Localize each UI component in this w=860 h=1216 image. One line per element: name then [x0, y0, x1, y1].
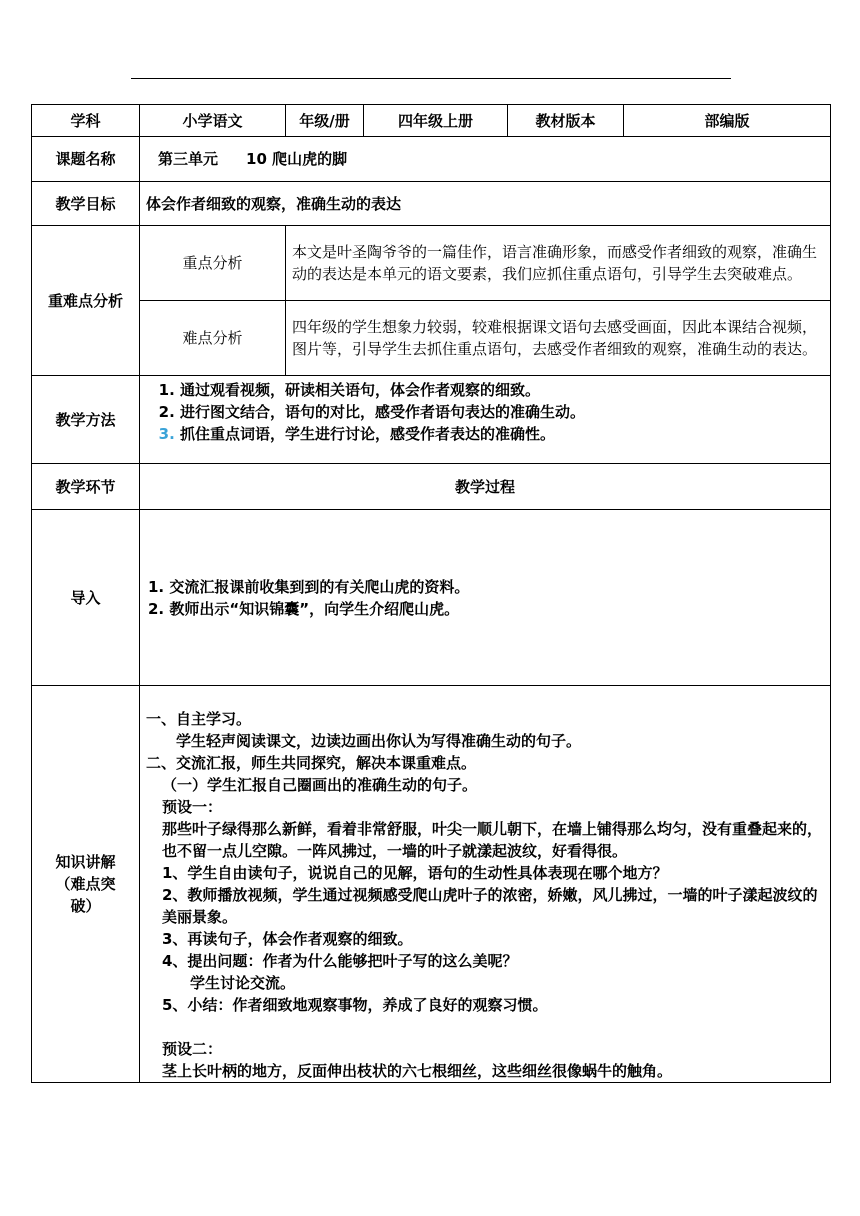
section-heading: 一、自主学习。: [146, 710, 252, 728]
process-header-row: [32, 464, 831, 510]
quoted-sentence: 茎上长叶柄的地方，反面伸出枝状的六七根细丝，这些细丝很像蜗牛的触角。: [162, 1062, 673, 1080]
intro-item: 1. 交流汇报课前收集到到的有关爬山虎的资料。: [148, 577, 470, 596]
grade-value: 四年级上册: [364, 105, 508, 137]
knowledge-step: 5、小结：作者细致地观察事物，养成了良好的观察习惯。: [162, 996, 548, 1014]
difficult-analysis-row: [32, 301, 831, 376]
header-rule: [131, 78, 731, 79]
preset-heading: 预设一：: [162, 798, 223, 816]
method-item: 3. 抓住重点词语，学生进行讨论，感受作者表达的准确性。: [180, 423, 830, 445]
lesson-plan-table: [31, 104, 831, 1083]
methods-list: [140, 379, 830, 445]
knowledge-step: 1、学生自由读句子，说说自己的见解，语句的生动性具体表现在哪个地方？: [162, 864, 668, 882]
subject-value: 小学语文: [140, 105, 286, 137]
intro-row: [32, 510, 831, 686]
preset-heading: 预设二：: [162, 1040, 223, 1058]
edition-value: 部编版: [624, 105, 831, 137]
lesson-value: [140, 137, 831, 182]
lesson-title: 10 爬山虎的脚: [246, 150, 348, 168]
knowledge-content: [140, 686, 831, 1083]
key-analysis-label: 重点分析: [140, 226, 286, 301]
knowledge-step: 3、再读句子，体会作者观察的细致。: [162, 930, 413, 948]
intro-content: [140, 510, 831, 686]
difficult-analysis-label: 难点分析: [140, 301, 286, 376]
difficult-analysis-text: 四年级的学生想象力较弱，较难根据课文语句去感受画面，因此本课结合视频，图片等，引导学生去抓住重点语句，去感受作者细致的观察，准确生动的表达。: [286, 301, 831, 376]
analysis-label: 重难点分析: [32, 226, 140, 376]
subsection-heading: （一）学生汇报自己圈画出的准确生动的句子。: [162, 776, 478, 794]
lesson-label: 课题名称: [32, 137, 140, 182]
knowledge-line: 学生讨论交流。: [190, 974, 296, 992]
key-analysis-row: [32, 226, 831, 301]
subject-label: 学科: [32, 105, 140, 137]
goal-value: 体会作者细致的观察，准确生动的表达: [140, 182, 831, 226]
methods-label: 教学方法: [32, 376, 140, 464]
process-stage-label: 教学环节: [32, 464, 140, 510]
key-analysis-text: 本文是叶圣陶爷爷的一篇佳作，语言准确形象，而感受作者细致的观察，准确生动的表达是本单元的语文要素，我们应抓住重点语句，引导学生去突破难点。: [286, 226, 831, 301]
knowledge-step: 4、提出问题：作者为什么能够把叶子写的这么美呢？: [162, 952, 518, 970]
intro-item: 2. 教师出示“知识锦囊”，向学生介绍爬山虎。: [148, 599, 460, 618]
knowledge-line: 学生轻声阅读课文，边读边画出你认为写得准确生动的句子。: [176, 732, 582, 750]
lesson-row: [32, 137, 831, 182]
quoted-sentence: 那些叶子绿得那么新鲜，看着非常舒服，叶尖一顺儿朝下，在墙上铺得那么均匀，没有重叠起来的，也不留一点儿空隙。一阵风拂过，一墙的叶子就漾起波纹，好看得很。: [162, 820, 823, 860]
goal-row: [32, 182, 831, 226]
knowledge-step: 2、教师播放视频，学生通过视频感受爬山虎叶子的浓密，娇嫩，风儿拂过，一墙的叶子漾起波纹的美丽景象。: [162, 886, 818, 926]
method-item: 2. 进行图文结合，语句的对比，感受作者语句表达的准确生动。: [180, 401, 830, 423]
methods-cell: [140, 376, 831, 464]
knowledge-label: 知识讲解 （难点突 破）: [32, 686, 140, 1083]
knowledge-row: [32, 686, 831, 1083]
goal-label: 教学目标: [32, 182, 140, 226]
method-item: 1. 通过观看视频，研读相关语句，体会作者观察的细致。: [180, 379, 830, 401]
grade-label: 年级/册: [286, 105, 364, 137]
methods-row: [32, 376, 831, 464]
process-label: 教学过程: [140, 464, 831, 510]
intro-label: 导入: [32, 510, 140, 686]
edition-label: 教材版本: [508, 105, 624, 137]
section-heading: 二、交流汇报，师生共同探究，解决本课重难点。: [146, 754, 477, 772]
lesson-unit: 第三单元: [158, 150, 219, 168]
subject-row: [32, 105, 831, 137]
